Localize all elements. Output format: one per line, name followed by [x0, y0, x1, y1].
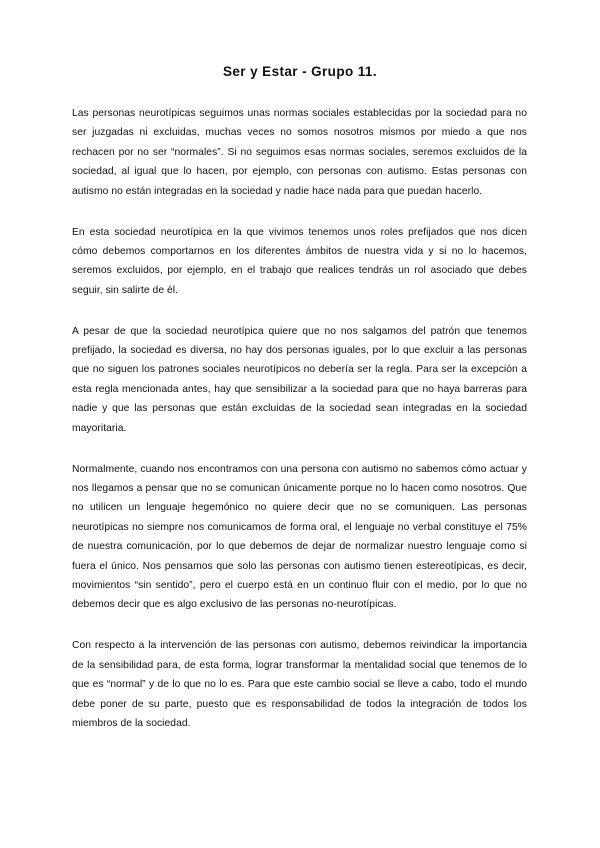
paragraph-2: En esta sociedad neurotípica en la que vivimos tenemos unos roles prefijados que nos dicen cómo debemos comportarnos en los diferentes ámbitos de nuestra vida y si no lo hacemos, seremos excluidos, por ejemplo, en el trabajo que realices tendrás un rol asociado que debes seguir, sin salirte de él. — [72, 226, 527, 296]
paragraph-5: Con respecto a la intervención de las personas con autismo, debemos reivindicar la importancia de la sensibilidad para, de esta forma, lograr transformar la mentalidad social que tenemos de lo que es “normal” y de lo que no lo es. Para que este cambio social se lleve a cabo, todo el mundo debe poner de su parte, puesto que es responsabilidad de todos la integración de todos los miembros de la sociedad. — [72, 640, 527, 729]
document-body — [72, 104, 527, 755]
document-title: Ser y Estar - Grupo 11. — [222, 64, 377, 79]
paragraph-1: Las personas neurotípicas seguimos unas normas sociales establecidas por la sociedad para no ser juzgadas ni excluidas, muchas veces no somos nosotros mismos por miedo a que nos rechacen por no ser “normales”. Si no seguimos esas normas sociales, seremos excluidos de la sociedad, al igual que lo hacen, por ejemplo, con personas con autismo. Estas personas con autismo no están integradas en la sociedad y nadie hace nada para que puedan hacerlo. — [72, 108, 527, 197]
paragraph-4: Normalmente, cuando nos encontramos con una persona con autismo no sabemos cómo actuar y nos llegamos a pensar que no se comunican únicamente porque no lo hacen como nosotros. Que no utilicen un lenguaje hegemónico no quiere decir que no se comuniquen. Las personas neurotípicas no siempre nos comunicamos de forma oral, el lenguaje no verbal constituye el 75% de nuestra comunicación, por lo que debemos de dejar de normalizar nuestro lenguaje como si fuera el único. Nos pensamos que solo las personas con autismo tienen estereotípicas, es decir, movimientos “sin sentido”, pero el cuerpo está en un continuo fluir con el medio, por lo que no debemos decir que es algo exclusivo de las personas no-neurotípicas. — [72, 463, 527, 611]
paragraph-3: A pesar de que la sociedad neurotípica quiere que no nos salgamos del patrón que tenemos prefijado, la sociedad es diversa, no hay dos personas iguales, por lo que excluir a las personas que no siguen los patrones sociales neurotípicos no debería ser la regla. Para ser la excepción a esta regla mencionada antes, hay que sensibilizar a la sociedad para que no haya barreras para nadie y que las personas que están excluidas de la sociedad sean integradas en la sociedad mayoritaria. — [72, 325, 527, 434]
